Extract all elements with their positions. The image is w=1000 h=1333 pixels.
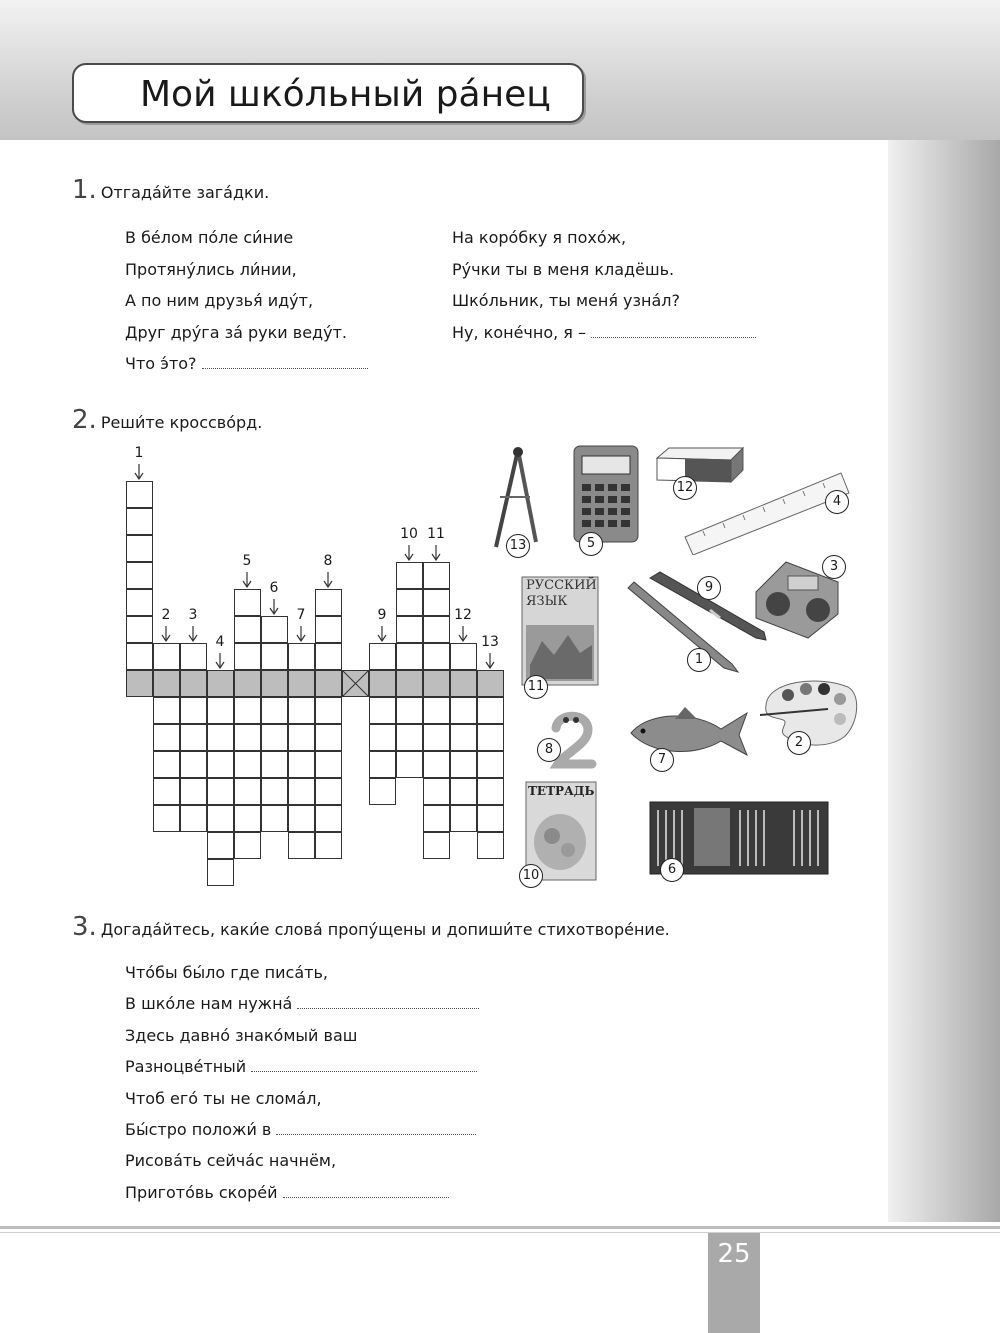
crossword-cell[interactable] <box>180 778 207 805</box>
crossword-cell[interactable] <box>288 670 315 697</box>
crossword-cell[interactable] <box>423 643 450 670</box>
down-arrow-icon <box>188 626 198 642</box>
riddle2-line: Ру́чки ты в меня кладёшь. <box>452 259 675 279</box>
crossword-clue-number: 9 <box>377 607 387 623</box>
task1-heading <box>72 175 269 205</box>
footer-rule-thin <box>0 1232 1000 1233</box>
crossword-cell[interactable] <box>450 805 477 832</box>
riddle2-line: Ну, коне́чно, я – <box>452 322 587 342</box>
crossword-cell[interactable] <box>396 751 423 778</box>
crossword-cell[interactable] <box>261 751 288 778</box>
task2-number: 2. <box>72 405 97 435</box>
down-arrow-icon <box>404 545 414 561</box>
crossword-cell[interactable] <box>180 805 207 832</box>
crossword-cell[interactable] <box>234 724 261 751</box>
task1-number: 1. <box>72 175 97 205</box>
crossword-cell[interactable] <box>153 724 180 751</box>
crossword-cell[interactable] <box>396 670 423 697</box>
riddle1-question: Что э́то? <box>125 354 197 373</box>
crossword-cell[interactable] <box>477 670 504 697</box>
crossword-cell[interactable] <box>477 778 504 805</box>
clue-badge-2: 2 <box>787 731 811 755</box>
crossword-cell[interactable] <box>261 643 288 670</box>
crossword-cell[interactable] <box>180 697 207 724</box>
crossword-cell[interactable] <box>288 751 315 778</box>
crossword-cell[interactable] <box>369 751 396 778</box>
crossword-cell[interactable] <box>261 616 288 643</box>
crossword-clue-number: 8 <box>323 553 333 569</box>
crossword-cell[interactable] <box>315 670 342 697</box>
poem-line: Бы́стро положи́ в <box>125 1120 272 1140</box>
answer-blank[interactable] <box>297 994 479 1009</box>
crossword-cell[interactable] <box>126 670 153 697</box>
crossword-cell[interactable] <box>261 805 288 832</box>
riddle1 <box>125 222 368 380</box>
crossword-cell[interactable] <box>315 643 342 670</box>
poem-line: В шко́ле нам нужна́ <box>125 994 293 1014</box>
clue-badge-8: 8 <box>537 738 561 762</box>
crossword-cell[interactable] <box>234 778 261 805</box>
crossword-cell[interactable] <box>315 589 342 616</box>
crossword-cell[interactable] <box>126 589 153 616</box>
poem-line: Что́бы бы́ло где писа́ть, <box>125 963 328 982</box>
poem-line: Пригото́вь скоре́й <box>125 1182 278 1202</box>
crossword-cell[interactable] <box>207 832 234 859</box>
crossword-cell[interactable] <box>288 832 315 859</box>
riddle1-line: Друг дру́га за́ руки веду́т. <box>125 322 347 342</box>
crossword-cell[interactable] <box>396 562 423 589</box>
crossword-cell[interactable] <box>153 697 180 724</box>
clue-badge-1: 1 <box>687 648 711 672</box>
crossword-cell[interactable] <box>450 643 477 670</box>
crossword-cell[interactable] <box>369 670 396 697</box>
task3-number: 3. <box>72 912 97 942</box>
clue-badge-3: 3 <box>822 555 846 579</box>
crossword-cell[interactable] <box>450 751 477 778</box>
crossword-cell[interactable] <box>234 697 261 724</box>
down-arrow-icon <box>134 464 144 480</box>
crossword-cell[interactable] <box>261 670 288 697</box>
riddle2 <box>452 222 756 348</box>
page-title: Мой шко́льный ра́нец <box>72 63 584 123</box>
riddle1-line: А по ним друзья́ иду́т, <box>125 291 314 310</box>
crossword-cell[interactable] <box>234 751 261 778</box>
crossword-cell[interactable] <box>180 751 207 778</box>
down-arrow-icon <box>485 653 495 669</box>
crossword-clue-number: 12 <box>454 607 472 623</box>
poem-line: Чтоб его́ ты не слома́л, <box>125 1088 322 1108</box>
clue-badge-9: 9 <box>697 576 721 600</box>
crossword-cell[interactable] <box>126 616 153 643</box>
crossword-cell[interactable] <box>396 724 423 751</box>
crossword-cell[interactable] <box>288 805 315 832</box>
crossword-cell[interactable] <box>153 778 180 805</box>
crossword-cell[interactable] <box>477 724 504 751</box>
answer-blank[interactable] <box>202 354 368 369</box>
page-number: 25 <box>708 1233 760 1333</box>
crossword-cell[interactable] <box>153 805 180 832</box>
down-arrow-icon <box>323 572 333 588</box>
clue-badge-13: 13 <box>506 534 530 558</box>
footer-band <box>0 1222 1000 1333</box>
crossword-cell[interactable] <box>450 697 477 724</box>
crossword-cell[interactable] <box>207 805 234 832</box>
crossword-cell[interactable] <box>315 832 342 859</box>
down-arrow-icon <box>269 599 279 615</box>
crossword-cell[interactable] <box>423 616 450 643</box>
crossword-cell[interactable] <box>423 778 450 805</box>
task3-poem <box>125 957 479 1208</box>
crossword-cell[interactable] <box>207 670 234 697</box>
crossword-cell[interactable] <box>396 616 423 643</box>
answer-blank[interactable] <box>591 323 756 338</box>
crossword-cell[interactable] <box>423 670 450 697</box>
poem-line: Здесь давно́ знако́мый ваш <box>125 1025 358 1045</box>
crossword-cell[interactable] <box>261 724 288 751</box>
down-arrow-icon <box>242 572 252 588</box>
crossword-cell[interactable] <box>477 697 504 724</box>
crossword-cell[interactable] <box>180 724 207 751</box>
crossword-cell[interactable] <box>450 778 477 805</box>
crossword-cell[interactable] <box>207 724 234 751</box>
crossword-cell[interactable] <box>126 562 153 589</box>
down-arrow-icon <box>458 626 468 642</box>
down-arrow-icon <box>215 653 225 669</box>
crossword-cell[interactable] <box>315 751 342 778</box>
crossword-cell[interactable] <box>207 751 234 778</box>
crossword-cell[interactable] <box>396 697 423 724</box>
crossword-cell[interactable] <box>153 670 180 697</box>
crossword-cell[interactable] <box>477 832 504 859</box>
clue-badge-4: 4 <box>825 490 849 514</box>
crossword-clue-number: 1 <box>134 445 144 461</box>
crossword-cell[interactable] <box>288 697 315 724</box>
textbook-title: РУССКИЙ ЯЗЫК <box>526 578 597 609</box>
crossword-cell[interactable] <box>315 778 342 805</box>
crossword-clue-number: 2 <box>161 607 171 623</box>
crossword-cell[interactable] <box>288 724 315 751</box>
crossword-cell[interactable] <box>450 724 477 751</box>
crossword-cell[interactable] <box>153 643 180 670</box>
crossword-cell[interactable] <box>234 589 261 616</box>
crossword-cell[interactable] <box>180 670 207 697</box>
crossword-clue-number: 10 <box>400 526 418 542</box>
calculator-image <box>572 444 640 544</box>
fish-image <box>625 705 753 760</box>
crossword-clue-number: 5 <box>242 553 252 569</box>
ruler-image <box>683 467 851 555</box>
footer-rule <box>0 1226 1000 1229</box>
crossword-cell[interactable] <box>450 670 477 697</box>
task3-heading <box>72 912 670 942</box>
crossword-blank-cell <box>342 670 369 697</box>
crossword-cell[interactable] <box>315 724 342 751</box>
poem-line: Разноцве́тный <box>125 1057 247 1077</box>
clue-badge-6: 6 <box>660 858 684 882</box>
crossword-clue-number: 4 <box>215 634 225 650</box>
crossword-cell[interactable] <box>288 778 315 805</box>
crossword-cell[interactable] <box>126 643 153 670</box>
crossword-cell[interactable] <box>369 643 396 670</box>
crossword-cell[interactable] <box>261 697 288 724</box>
crossword-cell[interactable] <box>207 859 234 886</box>
riddle2-line: Шко́льник, ты меня́ узна́л? <box>452 291 680 310</box>
crossword-cell[interactable] <box>261 778 288 805</box>
crossword-cell[interactable] <box>126 535 153 562</box>
crossword-cell[interactable] <box>234 805 261 832</box>
crossword-cell[interactable] <box>234 616 261 643</box>
clue-badge-5: 5 <box>579 532 603 556</box>
notebook-title: ТЕТРАДЬ <box>528 784 595 798</box>
task1-title: Отгада́йте зага́дки. <box>100 183 270 202</box>
crossword-clue-number: 3 <box>188 607 198 623</box>
crossword-clue-number: 11 <box>427 526 445 542</box>
crossword-cell[interactable] <box>126 508 153 535</box>
task2-heading <box>72 405 262 435</box>
crossword-cell[interactable] <box>153 751 180 778</box>
crossword-cell[interactable] <box>126 481 153 508</box>
crossword-clue-number: 13 <box>481 634 499 650</box>
crossword-cell[interactable] <box>234 670 261 697</box>
crossword-cell[interactable] <box>180 643 207 670</box>
crossword-cell[interactable] <box>288 643 315 670</box>
crossword-clue-number: 6 <box>269 580 279 596</box>
crossword-cell[interactable] <box>207 778 234 805</box>
crossword-cell[interactable] <box>477 751 504 778</box>
crossword-cell[interactable] <box>207 697 234 724</box>
crossword-cell[interactable] <box>234 643 261 670</box>
clue-badge-7: 7 <box>650 748 674 772</box>
task2-title: Реши́те кроссво́рд. <box>100 413 263 432</box>
down-arrow-icon <box>431 545 441 561</box>
crossword-cell[interactable] <box>423 805 450 832</box>
crossword-cell[interactable] <box>423 724 450 751</box>
crossword-cell[interactable] <box>423 832 450 859</box>
answer-blank[interactable] <box>251 1057 477 1072</box>
riddle1-line: Протяну́лись ли́нии, <box>125 259 297 279</box>
crossword-cell[interactable] <box>423 751 450 778</box>
crossword-cell[interactable] <box>423 589 450 616</box>
crossword-cell[interactable] <box>396 643 423 670</box>
crossword-cell[interactable] <box>369 724 396 751</box>
crossword-cell[interactable] <box>315 697 342 724</box>
crossword-cell[interactable] <box>396 589 423 616</box>
poem-line: Рисова́ть сейча́с начнём, <box>125 1151 337 1171</box>
riddle2-line: На коро́бку я похо́ж, <box>452 228 627 247</box>
answer-blank[interactable] <box>276 1120 476 1135</box>
crossword-cell[interactable] <box>477 805 504 832</box>
crossword-cell[interactable] <box>369 778 396 805</box>
down-arrow-icon <box>161 626 171 642</box>
task3-title: Догада́йтесь, каки́е слова́ пропу́щены и допиши́те стихотворе́ние. <box>100 920 670 939</box>
crossword-cell[interactable] <box>234 832 261 859</box>
crossword-cell[interactable] <box>423 562 450 589</box>
crossword-cell[interactable] <box>315 805 342 832</box>
clue-badge-12: 12 <box>673 476 697 500</box>
down-arrow-icon <box>296 626 306 642</box>
clue-badge-10: 10 <box>519 864 543 888</box>
clue-badge-11: 11 <box>524 675 548 699</box>
crossword-cell[interactable] <box>423 697 450 724</box>
crossword-cell[interactable] <box>369 697 396 724</box>
answer-blank[interactable] <box>283 1183 449 1198</box>
down-arrow-icon <box>377 626 387 642</box>
crossword-cell[interactable] <box>315 616 342 643</box>
right-margin-band <box>888 140 1000 1225</box>
riddle1-line: В бе́лом по́ле си́ние <box>125 228 294 247</box>
crossword-clue-number: 7 <box>296 607 306 623</box>
